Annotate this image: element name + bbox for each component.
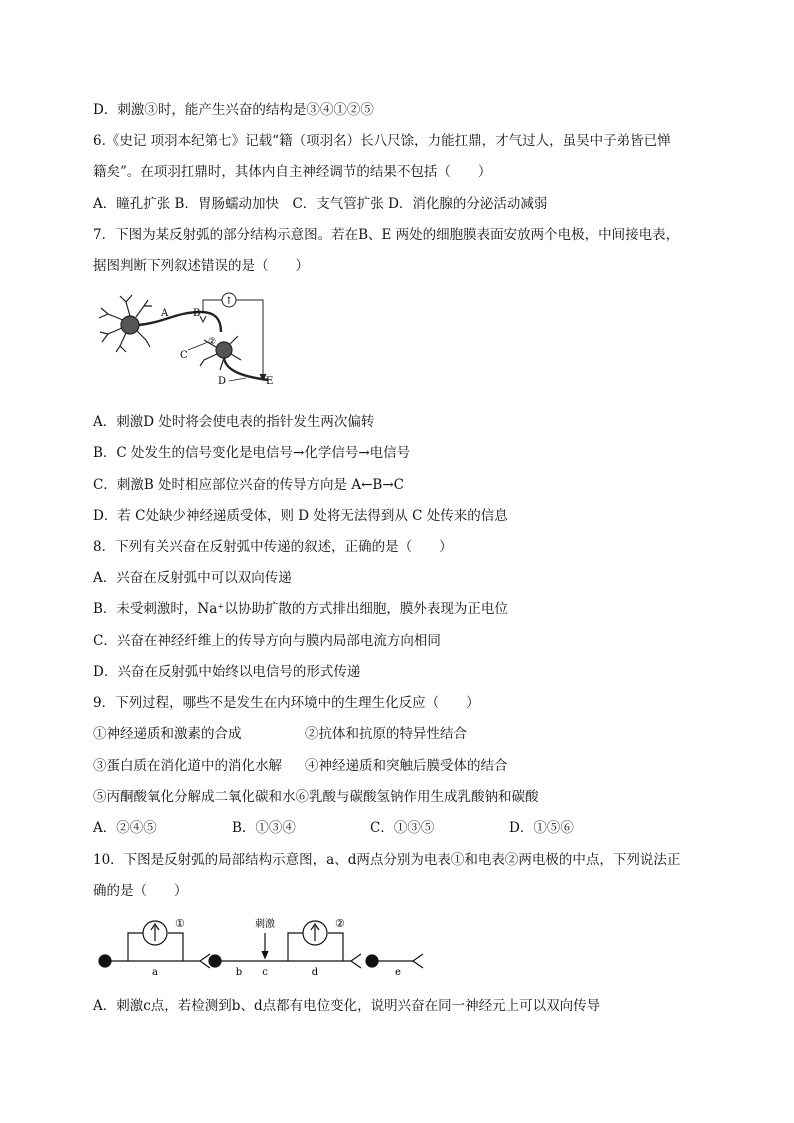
label-b: B — [193, 308, 201, 319]
q8-option-c: C．兴奋在神经纤维上的传导方向与膜内局部电流方向相同 — [93, 633, 441, 649]
point-b: b — [235, 967, 243, 978]
meter-2-label: ② — [335, 917, 345, 930]
q7-option-c: C．刺激B 处时相应部位兴奋的传导方向是 A←B→C — [93, 477, 404, 493]
q9-stem: 9．下列过程，哪些不是发生在内环境中的生理生化反应（ ） — [93, 695, 480, 711]
q6-stem-line1: 6.《史记 项羽本纪第七》记载“籍（项羽名）长八尺馀，力能扛鼎，才气过人，虽吴中子弟皆已惮 — [93, 133, 671, 149]
q9-item-5-6: ⑤丙酮酸氧化分解成二氧化碳和水⑥乳酸与碳酸氢钠作用生成乳酸钠和碳酸 — [93, 789, 539, 805]
q10-option-a: A．刺激c点，若检测到b、d点都有电位变化，说明兴奋在同一神经元上可以双向传导 — [93, 998, 601, 1014]
q5-option-d: D．刺激③时，能产生兴奋的结构是③④①②⑤ — [93, 102, 374, 118]
q10-stem-line2: 确的是（ ） — [93, 883, 188, 899]
label-e: E — [266, 376, 274, 387]
label-a: A — [161, 308, 169, 319]
q6-options: A．瞳孔扩张 B．胃肠蠕动加快 C．支气管扩张 D．消化腺的分泌活动减弱 — [93, 196, 548, 212]
q9-item-2: ②抗体和抗原的特异性结合 — [305, 726, 467, 742]
q7-stem-line1: 7．下图为某反射弧的部分结构示意图。若在B、E 两处的细胞膜表面安放两个电极，中间接电表， — [93, 227, 680, 243]
point-c: c — [262, 967, 268, 978]
q9-option-a: A．②④⑤ — [93, 820, 157, 836]
q9-item-1: ①神经递质和激素的合成 — [93, 726, 242, 742]
stimulus-label: 刺激 — [255, 919, 275, 930]
q10-stem-line1: 10．下图是反射弧的局部结构示意图，a、d两点分别为电表①和电表②两电极的中点，下列说法正 — [93, 852, 681, 868]
q7-option-b: B．C 处发生的信号变化是电信号→化学信号→电信号 — [93, 445, 411, 461]
q9-item-3: ③蛋白质在消化道中的消化水解 — [93, 758, 282, 774]
meter-1-label: ① — [175, 917, 185, 930]
q9-option-d: D．①⑤⑥ — [509, 820, 574, 836]
meter-symbol: ↑ — [224, 296, 234, 307]
q7-option-a: A．刺激D 处时将会使电表的指针发生两次偏转 — [93, 414, 375, 430]
point-a: a — [152, 967, 158, 978]
q7-option-d: D．若 C处缺少神经递质受体，则 D 处将无法得到从 C 处传来的信息 — [93, 508, 508, 524]
q8-option-a: A．兴奋在反射弧中可以双向传递 — [93, 570, 292, 586]
q9-item-4: ④神经递质和突触后膜受体的结合 — [305, 758, 508, 774]
q10-reflex-figure — [93, 913, 433, 978]
label-d: D — [218, 376, 227, 387]
point-d: d — [311, 967, 319, 978]
label-c: C — [180, 350, 188, 361]
q7-neuron-figure — [96, 292, 286, 392]
q7-stem-line2: 据图判断下列叙述错误的是（ ） — [93, 258, 309, 274]
q8-option-d: D．兴奋在反射弧中始终以电信号的形式传递 — [93, 664, 361, 680]
q9-option-c: C．①③⑤ — [370, 820, 435, 836]
point-e: e — [395, 967, 401, 978]
q6-stem-line2: 籍矣”。在项羽扛鼎时，其体内自主神经调节的结果不包括（ ） — [93, 164, 492, 180]
q9-option-b: B．①③④ — [232, 820, 296, 836]
q8-option-b: B．未受刺激时，Na⁺以协助扩散的方式排出细胞，膜外表现为正电位 — [93, 601, 508, 617]
label-synapse: ② — [208, 337, 217, 347]
q8-stem: 8．下列有关兴奋在反射弧中传递的叙述，正确的是（ ） — [93, 539, 453, 555]
